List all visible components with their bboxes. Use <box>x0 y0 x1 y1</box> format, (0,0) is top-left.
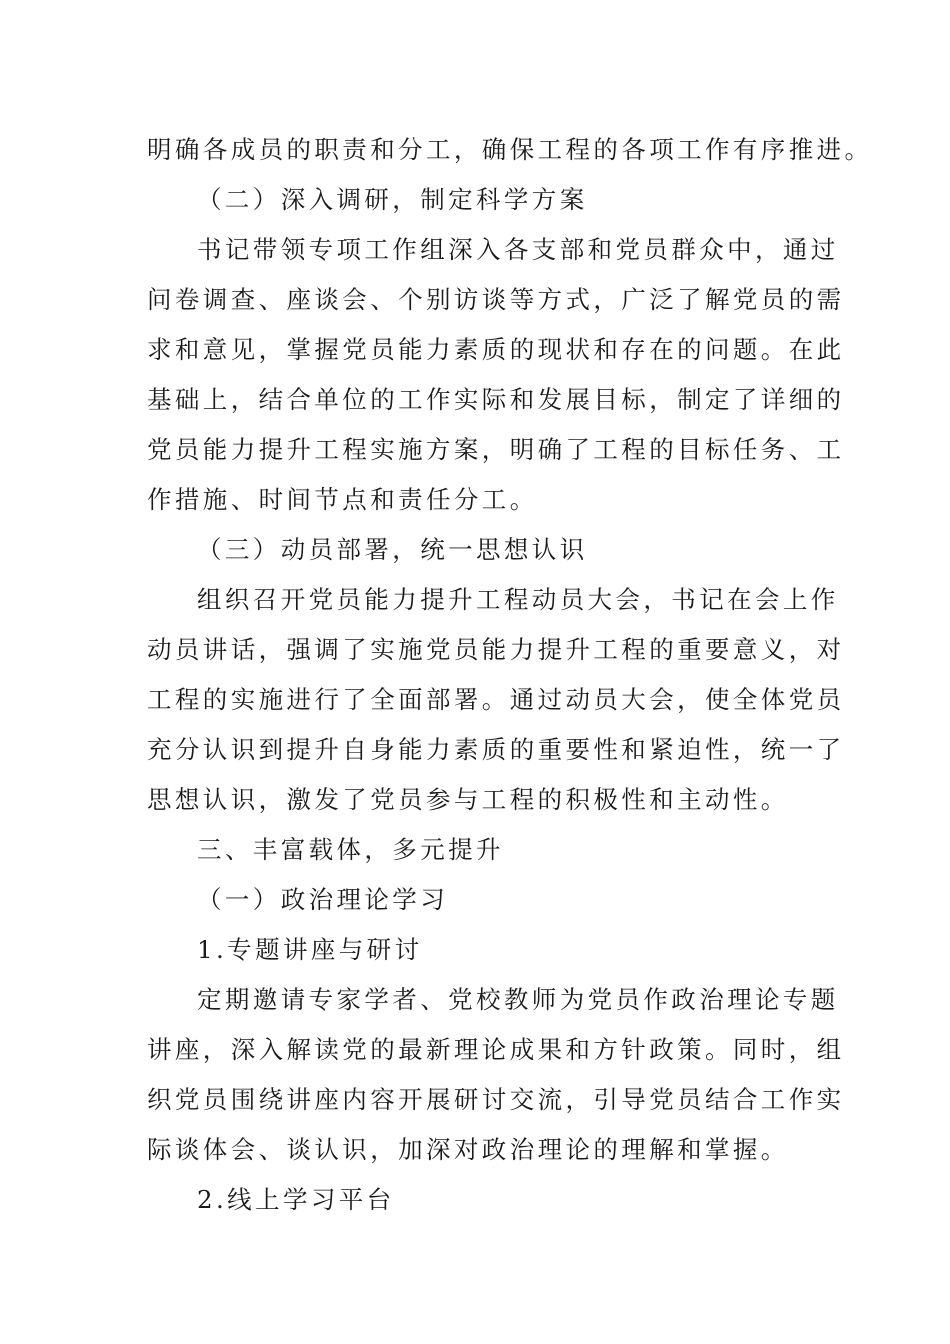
chapter-heading: 三、丰富载体，多元提升 <box>197 835 504 864</box>
body-text-line: 党员能力提升工程实施方案，明确了工程的目标任务、工 <box>147 435 845 464</box>
section-heading: （三）动员部署，统一思想认识 <box>197 535 588 564</box>
body-text-line: 工程的实施进行了全面部署。通过动员大会，使全体党员 <box>147 685 845 714</box>
body-text-line: 织党员围绕讲座内容开展研讨交流，引导党员结合工作实 <box>147 1085 845 1114</box>
body-text-line: 基础上，结合单位的工作实际和发展目标，制定了详细的 <box>147 385 845 414</box>
body-text-line: 作措施、时间节点和责任分工。 <box>147 485 538 514</box>
body-text-line: 讲座，深入解读党的最新理论成果和方针政策。同时，组 <box>147 1035 845 1064</box>
section-heading: （一）政治理论学习 <box>197 885 449 914</box>
body-text-line: 明确各成员的职责和分工，确保工程的各项工作有序推进。 <box>147 135 873 164</box>
body-text-line: 动员讲话，强调了实施党员能力提升工程的重要意义，对 <box>147 635 845 664</box>
body-text-line: 求和意见，掌握党员能力素质的现状和存在的问题。在此 <box>147 335 845 364</box>
body-text-line: 问卷调查、座谈会、个别访谈等方式，广泛了解党员的需 <box>147 285 845 314</box>
paragraph-first-line: 组织召开党员能力提升工程动员大会，书记在会上作 <box>197 585 839 614</box>
paragraph-first-line: 书记带领专项工作组深入各支部和党员群众中，通过 <box>197 235 839 264</box>
section-heading: （二）深入调研，制定科学方案 <box>197 185 588 214</box>
body-text-line: 充分认识到提升自身能力素质的重要性和紧迫性，统一了 <box>147 735 845 764</box>
body-text-line: 际谈体会、谈认识，加深对政治理论的理解和掌握。 <box>147 1135 789 1164</box>
subsection-heading: 1.专题讲座与研讨 <box>197 935 423 964</box>
body-text-line: 思想认识，激发了党员参与工程的积极性和主动性。 <box>147 785 789 814</box>
paragraph-first-line: 定期邀请专家学者、党校教师为党员作政治理论专题 <box>197 985 839 1014</box>
subsection-heading: 2.线上学习平台 <box>197 1185 395 1214</box>
